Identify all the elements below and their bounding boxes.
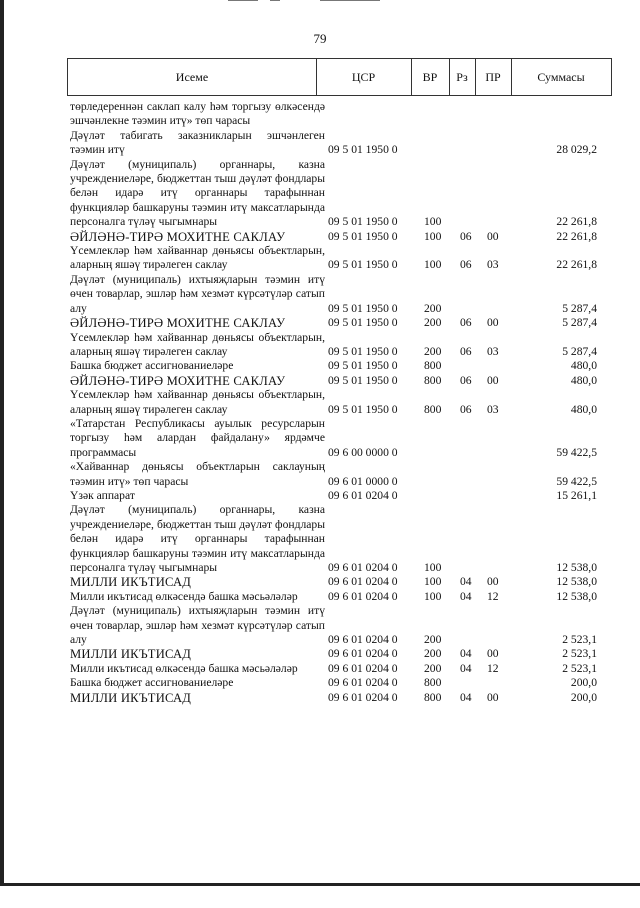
row-vr: 800 xyxy=(424,373,442,387)
row-name: Башка бюджет ассигнованиеләре xyxy=(70,359,234,373)
row-csr: 09 5 01 1950 0 xyxy=(328,316,398,330)
row-pr: 00 xyxy=(487,647,499,661)
row-pr: 00 xyxy=(487,373,499,387)
table-row xyxy=(67,374,612,388)
row-name: МИЛЛИ ИКЪТИСАД xyxy=(70,647,192,662)
table-row xyxy=(67,489,612,503)
table-row xyxy=(67,244,612,273)
row-rz xyxy=(458,676,482,690)
row-pr xyxy=(482,489,520,503)
table-row xyxy=(67,100,612,129)
row-vr: 100 xyxy=(424,575,442,589)
row-rz xyxy=(458,503,482,575)
row-rz xyxy=(458,604,482,647)
row-vr: 100 xyxy=(424,561,442,574)
row-vr: 200 xyxy=(424,301,442,315)
row-vr xyxy=(420,417,458,460)
scan-bottom-edge xyxy=(0,883,640,908)
row-sum: 2 523,1 xyxy=(562,661,597,675)
row-csr: 09 5 01 1950 0 xyxy=(328,373,398,387)
row-vr: 200 xyxy=(424,316,442,330)
row-csr: 09 6 01 0204 0 xyxy=(328,647,398,661)
row-name: Милли икътисад өлкәсендә башка мәсьәләләр xyxy=(70,589,298,603)
row-pr xyxy=(482,417,520,460)
row-rz: 06 xyxy=(460,229,472,243)
row-name: Дәүләт (муниципаль) органнары, казна учреждениеләре, бюджеттан тыш дәүләт фондлары белән идарә итү органнары тарафыннан функцияләр башкаруны тәэмин итү максатларында персоналга түләү чыгымнары xyxy=(70,503,325,574)
row-sum: 59 422,5 xyxy=(556,445,597,459)
row-vr: 800 xyxy=(424,402,442,416)
row-name: Башка бюджет ассигнованиеләре xyxy=(70,676,234,690)
row-vr xyxy=(420,129,458,158)
row-sum: 22 261,8 xyxy=(556,229,597,243)
header-sum: Суммасы xyxy=(537,70,585,84)
table-row xyxy=(67,158,612,230)
row-rz: 04 xyxy=(460,690,472,704)
row-name: Үсемлекләр һәм хайваннар дөньясы объектларын, аларның яшәү тирәлеген саклау xyxy=(70,244,325,272)
row-sum: 5 287,4 xyxy=(562,316,597,330)
row-vr: 100 xyxy=(424,229,442,243)
table-row xyxy=(67,331,612,360)
row-rz: 06 xyxy=(460,258,472,272)
row-sum: 480,0 xyxy=(570,359,597,373)
row-pr: 00 xyxy=(487,229,499,243)
row-pr xyxy=(482,676,520,690)
row-pr: 03 xyxy=(487,344,499,358)
row-csr: 09 6 01 0204 0 xyxy=(328,676,398,690)
row-csr: 09 5 01 1950 0 xyxy=(328,215,398,229)
row-sum: 480,0 xyxy=(570,373,597,387)
row-csr: 09 6 01 0204 0 xyxy=(328,633,398,647)
table-row xyxy=(67,316,612,330)
scan-artifact xyxy=(270,0,280,1)
row-vr: 200 xyxy=(424,647,442,661)
table-row xyxy=(67,359,612,373)
table-row xyxy=(67,691,612,705)
row-sum: 5 287,4 xyxy=(562,301,597,315)
row-csr: 09 6 01 0204 0 xyxy=(328,575,398,589)
row-name: Милли икътисад өлкәсендә башка мәсьәләләр xyxy=(70,661,298,675)
row-sum: 59 422,5 xyxy=(556,474,597,488)
row-rz xyxy=(458,359,482,373)
page-number: 79 xyxy=(313,31,327,46)
row-name: МИЛЛИ ИКЪТИСАД xyxy=(70,690,192,705)
row-vr xyxy=(420,489,458,503)
table-row xyxy=(67,503,612,575)
row-sum: 12 538,0 xyxy=(556,589,597,603)
table-row xyxy=(67,388,612,417)
row-sum: 22 261,8 xyxy=(556,215,597,229)
row-rz: 06 xyxy=(460,344,472,358)
row-csr: 09 5 01 1950 0 xyxy=(328,359,398,373)
row-sum: 28 029,2 xyxy=(556,143,597,157)
row-rz xyxy=(458,489,482,503)
row-vr: 200 xyxy=(424,633,442,647)
row-csr: 09 6 01 0204 0 xyxy=(328,661,398,675)
row-csr: 09 5 01 1950 0 xyxy=(328,402,398,416)
table-body xyxy=(67,100,612,705)
table-header xyxy=(67,58,612,96)
row-name: «Хайваннар дөньясы объектларын саклауның тәэмин итү» төп чарасы xyxy=(70,460,325,488)
row-name: Дәүләт (муниципаль) органнары, казна учреждениеләре, бюджеттан тыш дәүләт фондлары белән идарә итү органнары тарафыннан функцияләр башкаруны тәэмин итү максатларында персоналга түләү чыгымнары xyxy=(70,157,325,229)
row-csr: 09 5 01 1950 0 xyxy=(328,344,398,358)
row-csr: 09 5 01 1950 0 xyxy=(328,143,398,157)
row-name: ӘЙЛӘНӘ-ТИРӘ МОХИТНЕ САКЛАУ xyxy=(70,373,286,388)
header-name: Исеме xyxy=(175,70,209,84)
row-pr xyxy=(482,503,520,575)
row-sum: 2 523,1 xyxy=(562,647,597,661)
row-rz: 04 xyxy=(460,575,472,589)
row-name: Үсемлекләр һәм хайваннар дөньясы объектларын, аларның яшәү тирәлеген саклау xyxy=(70,330,325,358)
row-name: Үсемлекләр һәм хайваннар дөньясы объектларын, аларның яшәү тирәлеген саклау xyxy=(70,388,325,416)
row-pr: 03 xyxy=(487,402,499,416)
row-vr xyxy=(420,460,458,489)
row-pr xyxy=(482,158,520,230)
row-csr: 09 6 01 0204 0 xyxy=(328,690,398,704)
row-rz xyxy=(458,460,482,489)
row-csr: 09 6 00 0000 0 xyxy=(328,445,398,459)
row-vr: 200 xyxy=(424,661,442,675)
table-row xyxy=(67,230,612,244)
row-sum: 2 523,1 xyxy=(562,633,597,647)
row-pr: 00 xyxy=(487,575,499,589)
row-csr: 09 6 01 0204 0 xyxy=(328,561,398,574)
table-row xyxy=(67,662,612,676)
row-vr: 200 xyxy=(424,344,442,358)
header-rz: Рз xyxy=(456,70,468,84)
row-sum: 12 538,0 xyxy=(556,561,597,574)
row-csr xyxy=(325,100,420,129)
row-pr xyxy=(482,604,520,647)
row-pr xyxy=(482,460,520,489)
row-name: «Татарстан Республикасы ауылык ресурсларын торгызу һәм алардан файдалану» ярдәмче программасы xyxy=(70,416,325,459)
row-vr xyxy=(420,100,458,129)
row-pr xyxy=(482,273,520,316)
row-pr: 00 xyxy=(487,316,499,330)
row-rz: 04 xyxy=(460,661,472,675)
row-sum: 15 261,1 xyxy=(556,488,597,502)
row-csr: 09 6 01 0204 0 xyxy=(328,488,398,502)
row-pr: 00 xyxy=(487,690,499,704)
table-row xyxy=(67,129,612,158)
scan-artifact xyxy=(228,0,258,1)
row-rz: 04 xyxy=(460,647,472,661)
row-sum: 200,0 xyxy=(570,676,597,690)
row-pr: 03 xyxy=(487,258,499,272)
table-row xyxy=(67,417,612,460)
row-sum: 22 261,8 xyxy=(556,258,597,272)
table-row xyxy=(67,604,612,647)
header-pr: ПР xyxy=(485,70,501,84)
scan-artifact xyxy=(320,0,380,1)
row-csr: 09 5 01 1950 0 xyxy=(328,229,398,243)
row-rz: 06 xyxy=(460,316,472,330)
table-row xyxy=(67,460,612,489)
row-rz xyxy=(458,417,482,460)
header-csr: ЦСР xyxy=(351,70,376,84)
row-rz: 06 xyxy=(460,402,472,416)
row-vr: 100 xyxy=(424,258,442,272)
row-pr: 12 xyxy=(487,661,499,675)
table-row xyxy=(67,590,612,604)
row-name: Үзәк аппарат xyxy=(70,488,135,502)
row-csr: 09 6 01 0204 0 xyxy=(328,589,398,603)
row-vr: 800 xyxy=(424,676,442,690)
row-rz: 06 xyxy=(460,373,472,387)
row-pr xyxy=(482,100,520,129)
row-vr: 800 xyxy=(424,690,442,704)
row-csr: 09 5 01 1950 0 xyxy=(328,258,398,272)
row-csr: 09 5 01 1950 0 xyxy=(328,301,398,315)
scan-edge xyxy=(0,0,4,883)
row-name: ӘЙЛӘНӘ-ТИРӘ МОХИТНЕ САКЛАУ xyxy=(70,229,286,244)
row-vr: 800 xyxy=(424,359,442,373)
row-vr: 100 xyxy=(424,589,442,603)
row-sum: 12 538,0 xyxy=(556,575,597,589)
row-sum: 5 287,4 xyxy=(562,344,597,358)
row-rz: 04 xyxy=(460,589,472,603)
header-vr: ВР xyxy=(422,70,438,84)
row-name: Дәүләт табигать заказникларын эшчәнлеген тәэмин итү xyxy=(70,128,325,157)
row-sum: 480,0 xyxy=(570,402,597,416)
row-rz xyxy=(458,273,482,316)
row-name: төрледереннән саклап калу һәм торгызу өлкәсендә эшчәнлекне тәэмин итү» төп чарасы xyxy=(70,100,325,128)
row-rz xyxy=(458,158,482,230)
row-name: МИЛЛИ ИКЪТИСАД xyxy=(70,575,192,590)
row-name: Дәүләт (муниципаль) ихтыяҗларын тәэмин итү өчен товарлар, эшләр һәм хезмәт күрсәтүләр сатып алу xyxy=(70,604,325,647)
table-row xyxy=(67,676,612,690)
row-vr: 100 xyxy=(424,215,442,229)
row-pr xyxy=(482,359,520,373)
row-name: Дәүләт (муниципаль) ихтыяҗларын тәэмин итү өчен товарлар, эшләр һәм хезмәт күрсәтүләр сатып алу xyxy=(70,272,325,315)
table-row xyxy=(67,647,612,661)
row-rz xyxy=(458,100,482,129)
row-rz xyxy=(458,129,482,158)
row-sum: 200,0 xyxy=(570,690,597,704)
row-pr xyxy=(482,129,520,158)
table-row xyxy=(67,575,612,589)
row-name: ӘЙЛӘНӘ-ТИРӘ МОХИТНЕ САКЛАУ xyxy=(70,316,286,331)
row-sum xyxy=(520,100,612,129)
row-csr: 09 6 01 0000 0 xyxy=(328,474,398,488)
table-row xyxy=(67,273,612,316)
row-pr: 12 xyxy=(487,589,499,603)
